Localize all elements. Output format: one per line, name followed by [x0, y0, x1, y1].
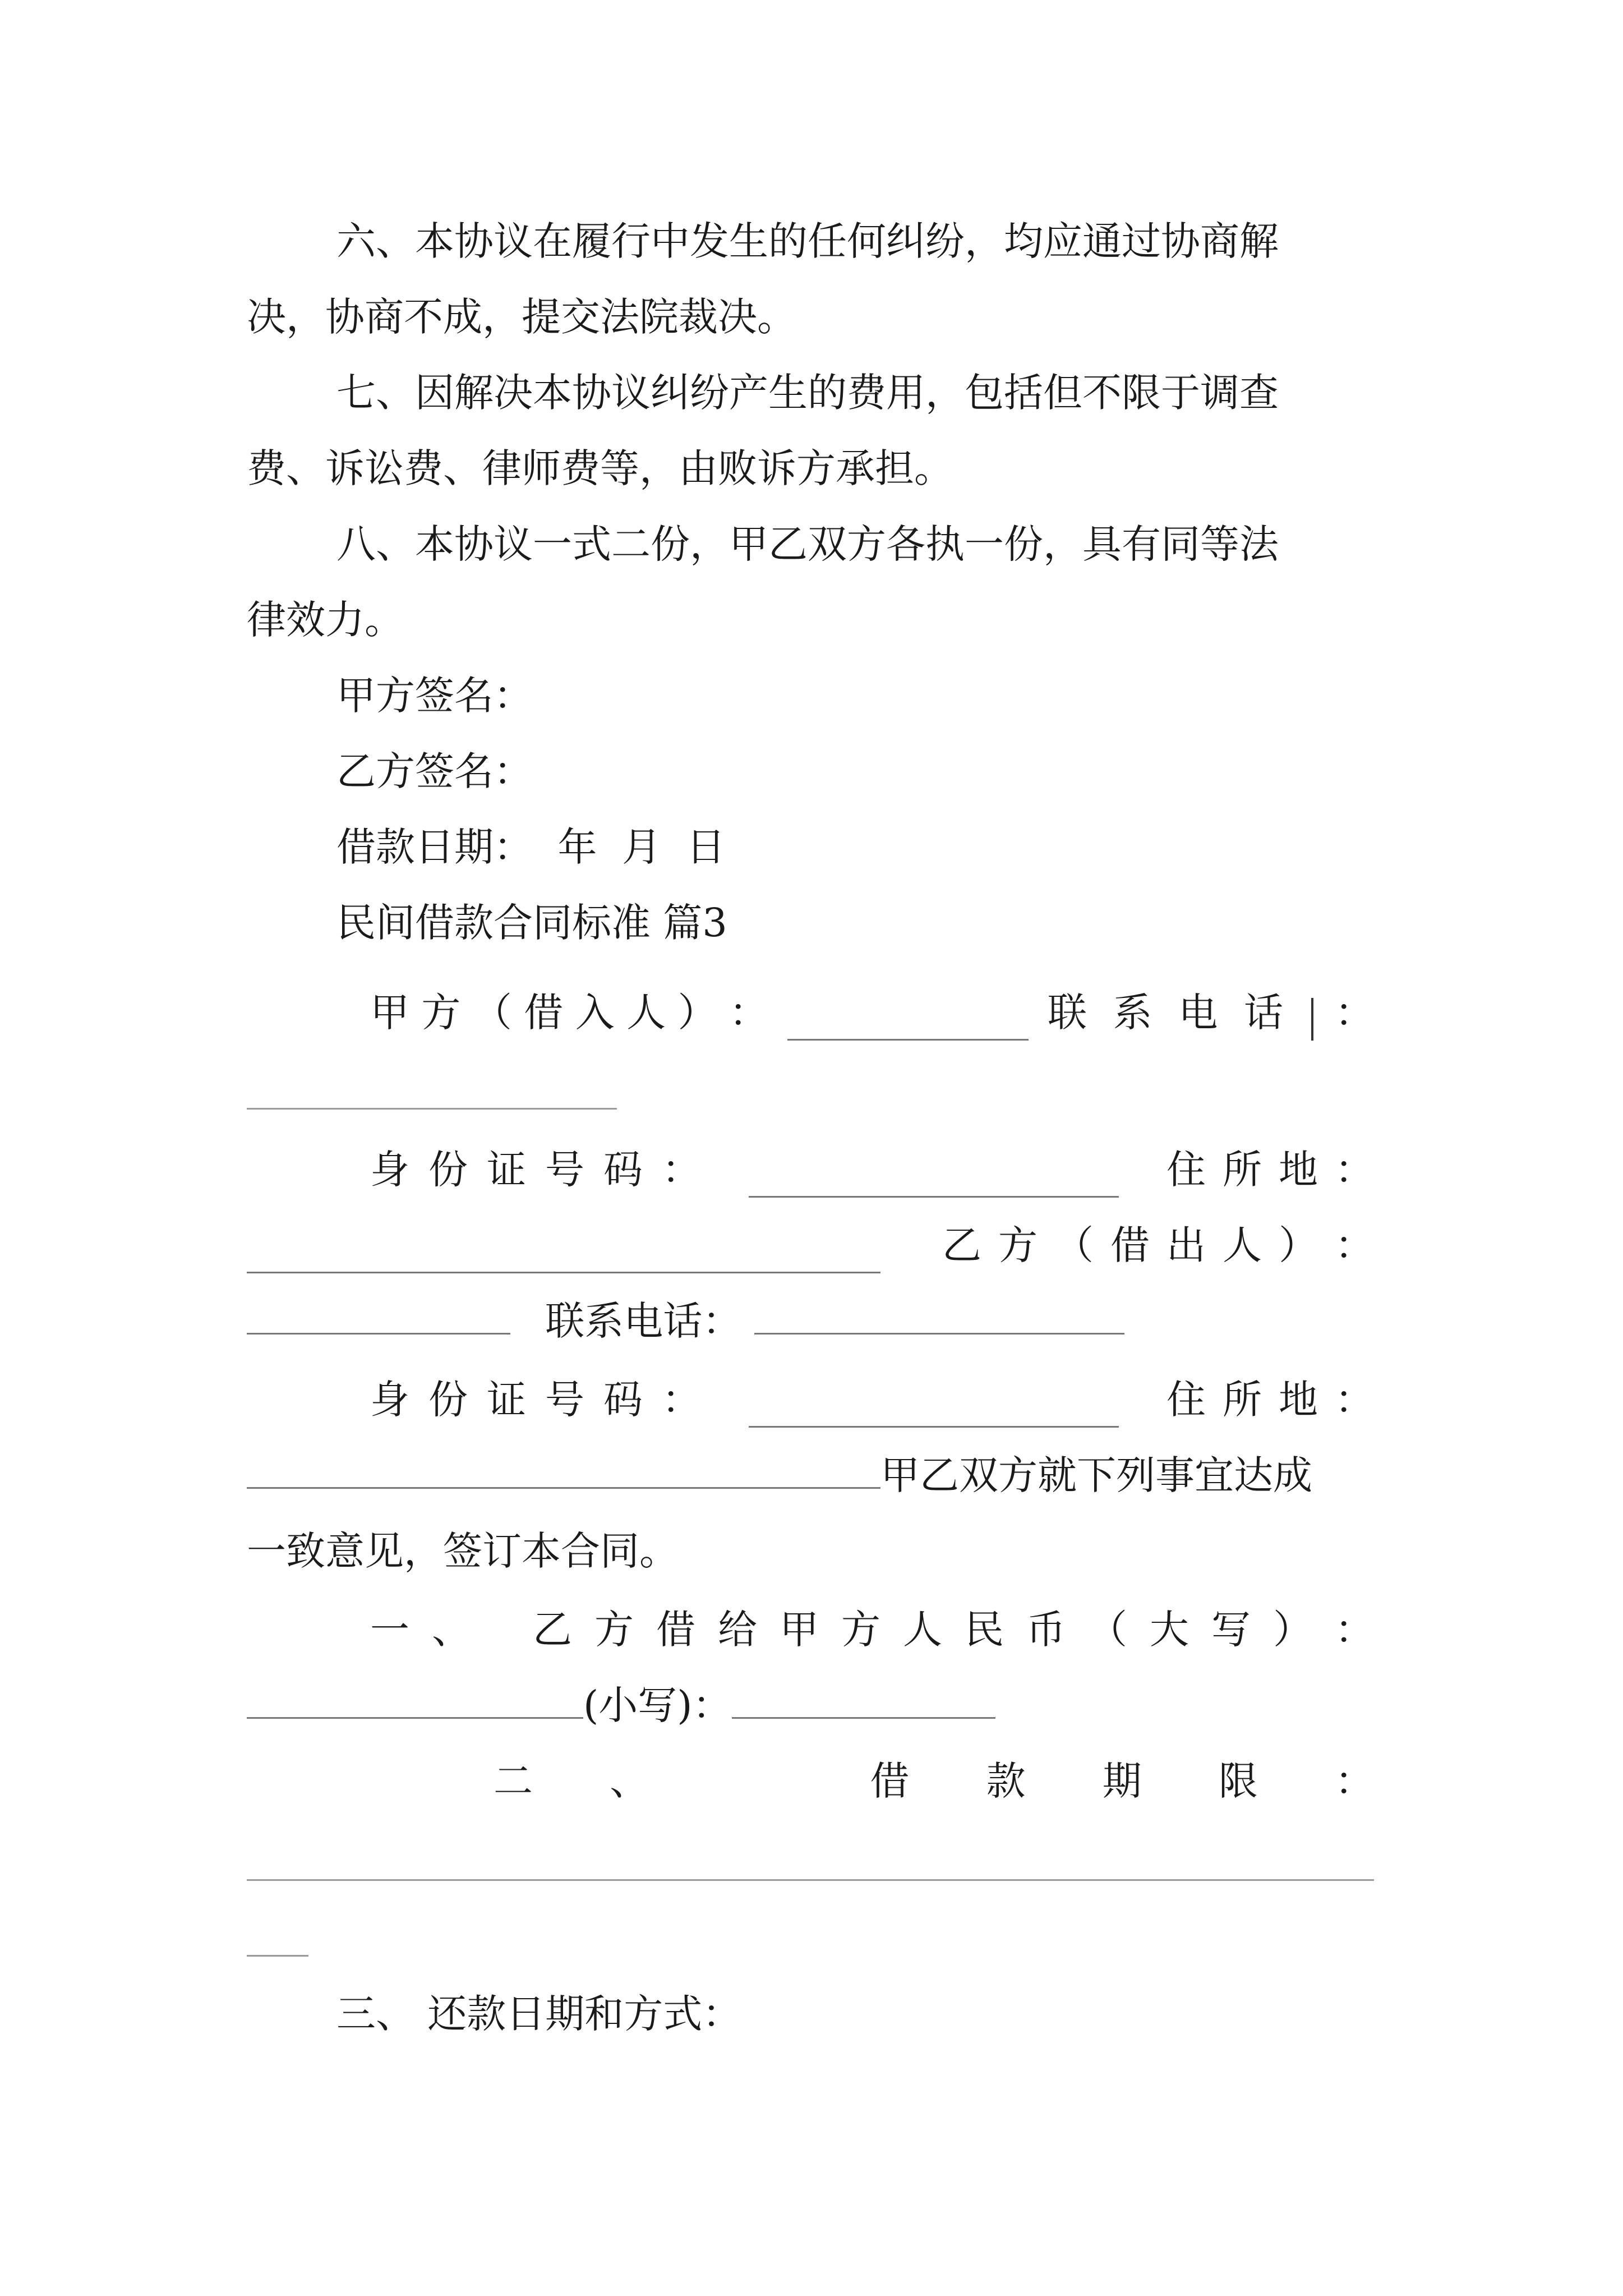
party-b-id-blank[interactable]: [749, 1391, 1119, 1428]
address-label: 住 所 地 ：: [1166, 1147, 1374, 1193]
clause-eight-line1: 八、本协议一式二份，甲乙双方各执一份，具有同等法: [336, 521, 1279, 567]
term-one-amount-row: [247, 1677, 1391, 1733]
party-b-contact-label: 联系电话：: [545, 1298, 742, 1344]
agreement-line2: 一致意见，签订本合同。: [247, 1528, 679, 1574]
contact-label: 联 系 电 话: [1048, 990, 1283, 1036]
party-b-address-blank[interactable]: [247, 1452, 880, 1489]
clause-six-line2: 决，协商不成，提交法院裁决。: [247, 294, 796, 340]
party-b-lender-row: [247, 1217, 1374, 1273]
lender-blank[interactable]: [247, 1298, 510, 1335]
loan-term-blank-cont[interactable]: [247, 1955, 308, 1957]
loan-date: 借款日期： 年 月 日: [336, 824, 726, 870]
loan-term-blank[interactable]: [247, 1879, 1374, 1881]
party-a-id-row: [370, 1142, 1374, 1198]
party-b-id-row: [370, 1372, 1374, 1428]
amount-uppercase-blank[interactable]: [247, 1682, 583, 1719]
address-blank[interactable]: [247, 1237, 880, 1273]
section-title: 民间借款合同标准 篇3: [336, 900, 727, 946]
clause-seven-line1: 七、因解决本协议纠纷产生的费用，包括但不限于调查: [336, 370, 1279, 416]
text-cursor: [1311, 998, 1313, 1041]
term-three: 三、 还款日期和方式：: [336, 1991, 742, 2037]
contact-blank[interactable]: [247, 1108, 617, 1110]
borrower-blank[interactable]: [787, 1004, 1029, 1041]
party-b-id-label: 身 份 证 号 码 ：: [370, 1377, 701, 1423]
agreement-row: [247, 1447, 1391, 1503]
term-two-row: 二 、 借 款 期 限 ：: [494, 1758, 1374, 1804]
party-b-contact-blank[interactable]: [754, 1298, 1124, 1335]
amount-lowercase-blank[interactable]: [732, 1682, 995, 1719]
id-number-blank[interactable]: [749, 1161, 1119, 1198]
lender-label: 乙 方 （ 借 出 人 ） ：: [942, 1222, 1374, 1268]
party-b-signature: 乙方签名：: [336, 748, 533, 794]
party-b-contact-row: [247, 1293, 1374, 1349]
term-one-row: 一 、 乙 方 借 给 甲 方 人 民 币 （ 大 写 ） ：: [370, 1607, 1374, 1653]
clause-six-line1: 六、本协议在履行中发生的任何纠纷，均应通过协商解: [336, 218, 1279, 264]
party-b-address-label: 住 所 地 ：: [1166, 1377, 1374, 1423]
lowercase-label: (小写)：: [583, 1682, 732, 1728]
borrower-label: 甲 方 （ 借 入 人 ） ：: [370, 990, 768, 1036]
id-number-label: 身 份 证 号 码 ：: [370, 1147, 701, 1193]
clause-eight-line2: 律效力。: [247, 597, 404, 643]
clause-seven-line2: 费、诉讼费、律师费等，由败诉方承担。: [247, 445, 953, 491]
party-a-signature: 甲方签名：: [336, 673, 533, 719]
agreement-text: 甲乙双方就下列事宜达成: [880, 1452, 1312, 1498]
party-a-borrower-row: 甲 方 （ 借 入 人 ） ： 联 系 电 话 ：: [370, 984, 1374, 1041]
